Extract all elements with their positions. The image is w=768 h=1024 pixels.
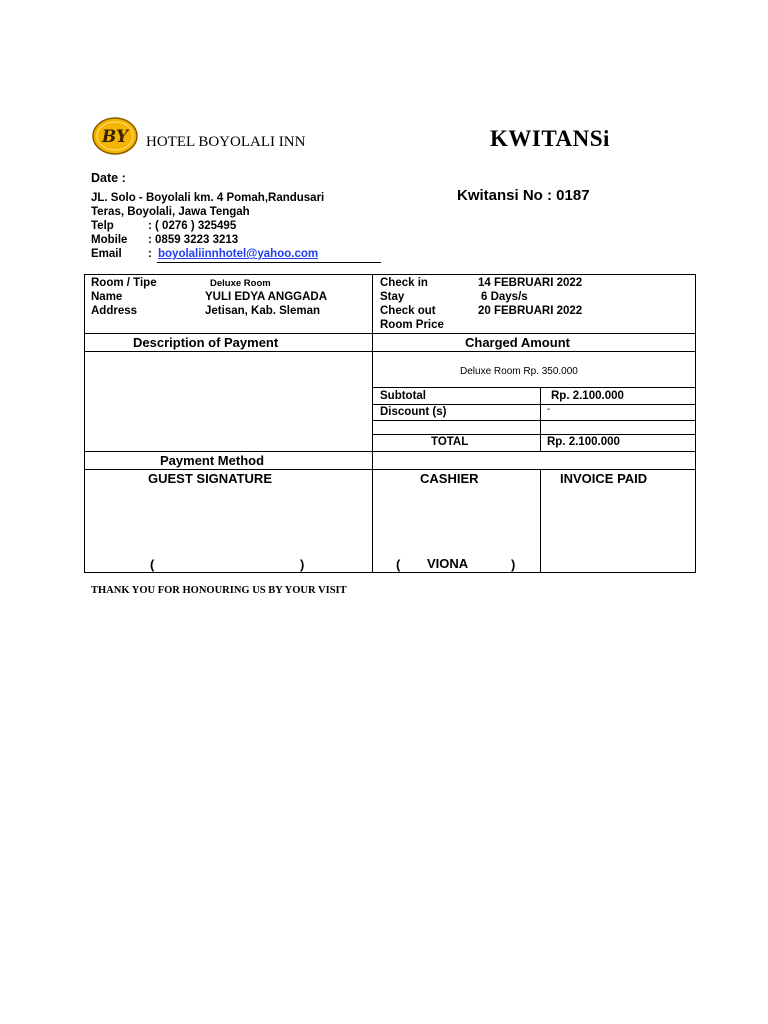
table-right-border [695,274,696,573]
email-underline [157,262,381,263]
cashier-open-paren: ( [396,557,401,572]
telp-value: : ( 0276 ) 325495 [148,220,237,232]
charged-amount-header: Charged Amount [465,335,570,350]
discount-value: - [547,404,551,415]
total-bottom-line [84,451,696,452]
guest-signature-label: GUEST SIGNATURE [148,471,272,486]
signature-column-divider [540,469,541,573]
guest-signature-close-paren: ) [300,557,305,572]
room-price-label: Room Price [380,319,444,331]
total-label: TOTAL [431,436,469,448]
stay-label: Stay [380,291,405,303]
checkout-value: 20 FEBRUARI 2022 [478,305,583,317]
amount-column-divider [540,387,541,451]
guest-name-label: Name [91,291,123,303]
info-row-divider [84,333,696,334]
checkin-value: 14 FEBRUARI 2022 [478,277,583,289]
guest-address-label: Address [91,305,138,317]
discount-label: Discount (s) [380,406,447,418]
table-bottom-border [84,572,696,573]
cashier-label: CASHIER [420,471,479,486]
telp-label: Telp [91,220,114,232]
guest-address-value: Jetisan, Kab. Sleman [205,305,321,317]
document-title: KWITANSi [490,126,610,151]
subtotal-label: Subtotal [380,390,426,402]
table-middle-divider [372,274,373,573]
guest-signature-open-paren: ( [150,557,155,572]
stay-value: 6 Days/s [481,291,528,303]
discount-bottom-line [372,420,696,421]
hotel-name: HOTEL BOYOLALI INN [146,134,306,150]
signature-row-top-line [84,469,696,470]
email-colon: : [148,248,152,260]
discount-top-line [372,404,696,405]
room-type-label: Room / Tipe [91,277,157,289]
receipt-number: Kwitansi No : 0187 [457,187,590,204]
checkout-label: Check out [380,305,436,317]
table-top-border [84,274,696,275]
mobile-label: Mobile [91,234,128,246]
guest-name-value: YULI EDYA ANGGADA [205,291,328,303]
header-row-divider [84,351,696,352]
subtotal-top-line [372,387,696,388]
total-value: Rp. 2.100.000 [547,436,620,448]
total-top-line [372,434,696,435]
email-link[interactable]: boyolaliinnhotel@yahoo.com [158,248,319,260]
email-label: Email [91,248,122,260]
description-header: Description of Payment [133,335,279,350]
date-label: Date : [91,171,126,185]
table-left-border [84,274,85,573]
subtotal-value: Rp. 2.100.000 [551,390,624,402]
cashier-close-paren: ) [511,557,516,572]
address-line-1: JL. Solo - Boyolali km. 4 Pomah,Randusari [91,192,325,204]
cashier-name: VIONA [427,556,469,571]
invoice-paid-label: INVOICE PAID [560,471,648,486]
hotel-logo [92,117,138,155]
thank-you-note: THANK YOU FOR HONOURING US BY YOUR VISIT [91,585,347,596]
mobile-value: : 0859 3223 3213 [148,234,239,246]
address-line-2: Teras, Boyolali, Jawa Tengah [91,206,250,218]
payment-method-label: Payment Method [160,453,265,468]
room-type-value: Deluxe Room [210,278,271,289]
logo-monogram: BY [101,127,129,147]
checkin-label: Check in [380,277,428,289]
charge-item-line: Deluxe Room Rp. 350.000 [460,366,578,377]
